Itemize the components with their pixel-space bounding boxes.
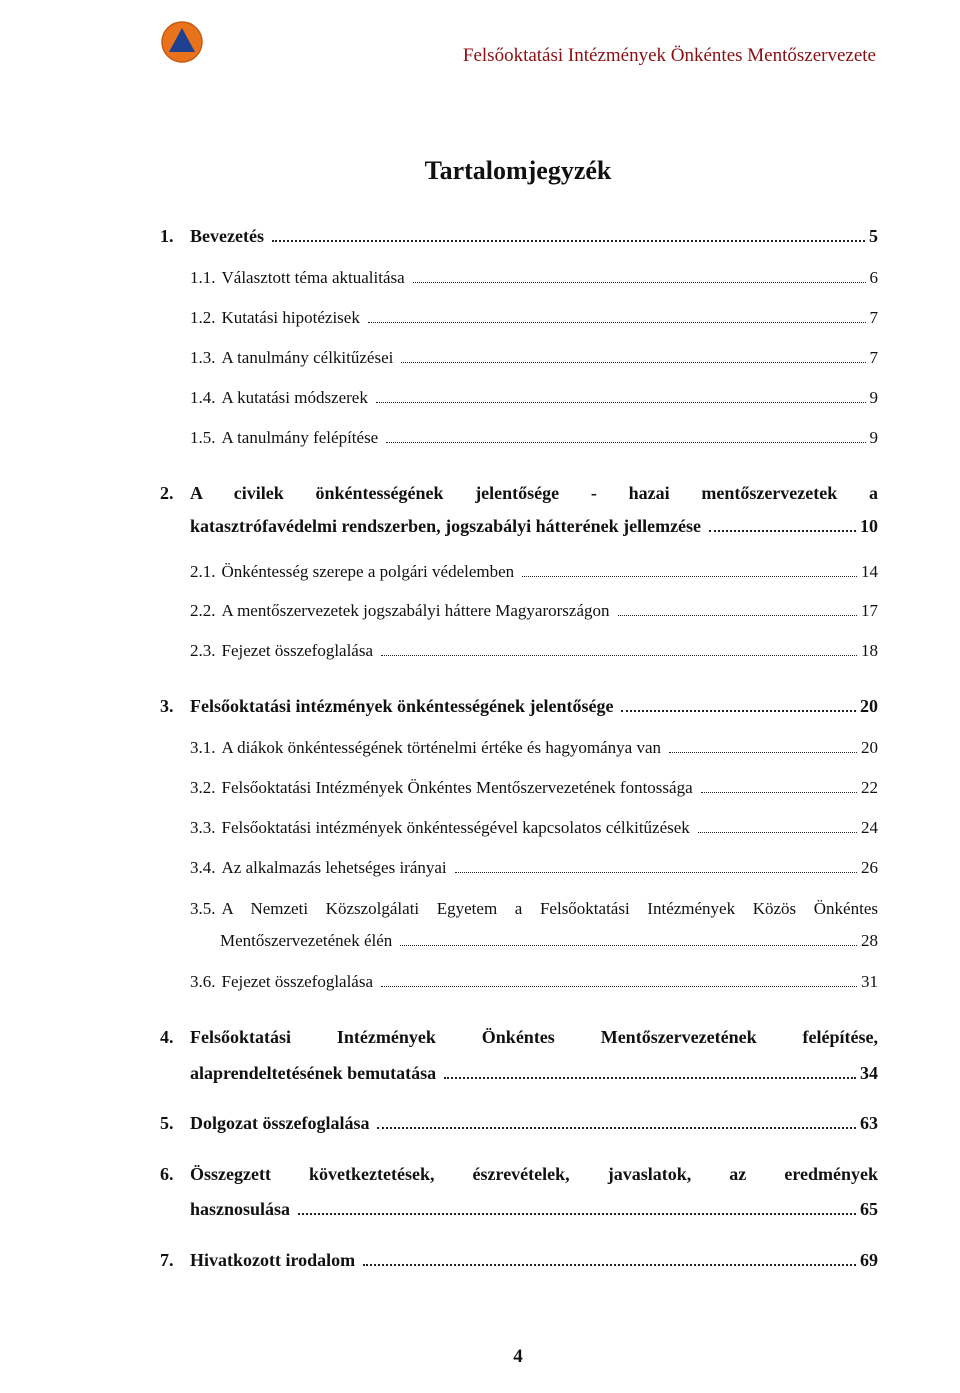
toc-entry-number: 3.2. <box>190 778 216 797</box>
toc-entry-page: 63 <box>860 1113 878 1133</box>
toc-entry-1-5[interactable] <box>160 428 878 448</box>
toc-entry-7[interactable] <box>160 1250 878 1271</box>
header-title: Felsőoktatási Intézmények Önkéntes Mentőszervezete <box>462 45 876 66</box>
toc-entry-text: Felsőoktatási intézmények önkéntességével kapcsolatos célkitűzések <box>221 818 690 837</box>
toc-entry-text: A tanulmány célkitűzései <box>221 348 394 367</box>
toc-entry-number: 3. <box>160 696 174 716</box>
toc-entry-text: Bevezetés <box>190 226 264 246</box>
toc-entry-text: A kutatási módszerek <box>221 388 368 407</box>
dot-leader <box>272 240 865 242</box>
toc-entry-page: 69 <box>860 1250 878 1270</box>
toc-entry-page: 31 <box>861 972 878 991</box>
dot-leader <box>698 832 857 833</box>
dot-leader <box>401 362 865 363</box>
toc-entry-2-1[interactable] <box>160 562 878 582</box>
toc-entry-text: Hivatkozott irodalom <box>190 1250 356 1270</box>
toc-entry-text: Felsőoktatási intézmények önkéntességének jelentősége <box>190 696 614 716</box>
toc-entry-number: 1.3. <box>190 348 216 367</box>
dot-leader <box>298 1213 856 1215</box>
toc-entry-1-4[interactable] <box>160 388 878 408</box>
toc-entry-text-line2: Mentőszervezetének élén <box>220 931 393 950</box>
dot-leader <box>363 1264 856 1266</box>
toc-entry-text: Választott téma aktualitása <box>221 268 405 287</box>
toc-entry-text-line2: katasztrófavédelmi rendszerben, jogszabályi hátterének jellemzése <box>190 516 702 536</box>
dot-leader <box>413 282 866 283</box>
toc-entry-text: Önkéntesség szerepe a polgári védelemben <box>221 562 515 581</box>
toc-entry-1-3[interactable] <box>160 348 878 368</box>
dot-leader <box>386 442 865 443</box>
toc-entry-page: 20 <box>861 738 878 757</box>
toc-entry-number: 2. <box>160 483 174 503</box>
toc-entry-text-line1: A Nemzeti Közszolgálati Egyetem a Felsőoktatási Intézmények Közös Önkéntes <box>221 899 878 918</box>
toc-entry-page: 6 <box>869 268 878 287</box>
toc-entry-number: 3.6. <box>190 972 216 991</box>
dot-leader <box>455 872 857 873</box>
toc-entry-page: 14 <box>861 562 878 581</box>
toc-entry-5[interactable] <box>160 1113 878 1134</box>
toc-entry-text: Fejezet összefoglalása <box>221 641 374 660</box>
toc-entry-2-2[interactable] <box>160 601 878 621</box>
toc-entry-page: 26 <box>861 858 878 877</box>
toc-entry-page: 5 <box>869 226 878 246</box>
toc-entry-number: 1.2. <box>190 308 216 327</box>
toc-entry-3-2[interactable] <box>160 778 878 798</box>
toc-entry-4[interactable] <box>160 1027 878 1084</box>
toc-entry-number: 3.4. <box>190 858 216 877</box>
toc-entry-number: 6. <box>160 1164 174 1184</box>
toc-entry-page: 24 <box>861 818 878 837</box>
toc-entry-text: Fejezet összefoglalása <box>221 972 374 991</box>
toc-entry-page: 9 <box>869 388 878 407</box>
dot-leader <box>709 530 856 532</box>
toc-entry-page: 7 <box>869 308 878 327</box>
toc-entry-number: 2.3. <box>190 641 216 660</box>
toc-entry-1-2[interactable] <box>160 308 878 328</box>
toc-entry-page: 9 <box>869 428 878 447</box>
toc-entry-3-1[interactable] <box>160 738 878 758</box>
toc-entry-3-4[interactable] <box>160 858 878 878</box>
dot-leader <box>618 615 857 616</box>
toc-entry-page: 17 <box>861 601 878 620</box>
toc-title: Tartalomjegyzék <box>424 156 612 185</box>
toc-entry-3-3[interactable] <box>160 818 878 838</box>
toc-entry-page: 28 <box>861 931 878 950</box>
toc-entry-page: 34 <box>860 1063 878 1083</box>
dot-leader <box>669 752 857 753</box>
toc-entry-text: Kutatási hipotézisek <box>221 308 360 327</box>
page-number: 4 <box>513 1346 523 1367</box>
toc-entry-text: Dolgozat összefoglalása <box>190 1113 370 1133</box>
dot-leader <box>701 792 857 793</box>
toc-entry-page: 7 <box>869 348 878 367</box>
dot-leader <box>381 655 857 656</box>
toc-entry-1-1[interactable] <box>160 268 878 288</box>
toc-entry-page: 10 <box>860 516 878 536</box>
toc-entry-text: Az alkalmazás lehetséges irányai <box>221 858 447 877</box>
toc-entry-text-line2: alaprendeltetésének bemutatása <box>190 1063 437 1083</box>
toc-entry-number: 2.2. <box>190 601 216 620</box>
toc-entry-text: A mentőszervezetek jogszabályi háttere Magyarországon <box>221 601 610 620</box>
toc-entry-number: 1. <box>160 226 174 246</box>
toc-entry-text-line1: Felsőoktatási Intézmények Önkéntes Mentőszervezetének felépítése, <box>190 1027 878 1047</box>
dot-leader <box>376 402 866 403</box>
dot-leader <box>522 576 857 577</box>
dot-leader <box>377 1127 856 1129</box>
toc-entry-text: Felsőoktatási Intézmények Önkéntes Mentőszervezetének fontossága <box>221 778 693 797</box>
toc-entry-number: 1.4. <box>190 388 216 407</box>
toc-entry-page: 65 <box>860 1199 878 1219</box>
toc-entry-page: 22 <box>861 778 878 797</box>
toc-entry-number: 4. <box>160 1027 174 1047</box>
toc-entry-number: 7. <box>160 1250 174 1270</box>
toc-entry-3-5[interactable] <box>160 899 878 951</box>
toc-entry-text-line1: Összegzett következtetések, észrevételek, javaslatok, az eredmények <box>190 1164 878 1184</box>
toc-entry-text-line2: hasznosulása <box>190 1199 291 1219</box>
toc-entry-number: 1.1. <box>190 268 216 287</box>
toc-entry-text-line1: A civilek önkéntességének jelentősége - hazai mentőszervezetek a <box>190 483 878 503</box>
dot-leader <box>444 1077 856 1079</box>
toc-entry-number: 1.5. <box>190 428 216 447</box>
toc-entry-3-6[interactable] <box>160 972 878 992</box>
civil-defence-triangle-icon <box>160 20 204 64</box>
toc-entry-number: 3.3. <box>190 818 216 837</box>
toc-entry-number: 3.5. <box>190 899 216 918</box>
toc-entry-1[interactable] <box>160 226 878 247</box>
toc-entry-2[interactable] <box>160 483 878 537</box>
dot-leader <box>400 945 857 946</box>
toc-entry-number: 3.1. <box>190 738 216 757</box>
toc-entry-text: A tanulmány felépítése <box>221 428 379 447</box>
dot-leader <box>621 710 856 712</box>
toc-entry-3[interactable] <box>160 696 878 717</box>
dot-leader <box>368 322 866 323</box>
dot-leader <box>381 986 857 987</box>
toc-entry-page: 20 <box>860 696 878 716</box>
toc-entry-page: 18 <box>861 641 878 660</box>
toc-entry-number: 5. <box>160 1113 174 1133</box>
toc-entry-6[interactable] <box>160 1164 878 1220</box>
toc-entry-number: 2.1. <box>190 562 216 581</box>
toc-entry-text: A diákok önkéntességének történelmi értéke és hagyománya van <box>221 738 661 757</box>
toc-entry-2-3[interactable] <box>160 641 878 661</box>
